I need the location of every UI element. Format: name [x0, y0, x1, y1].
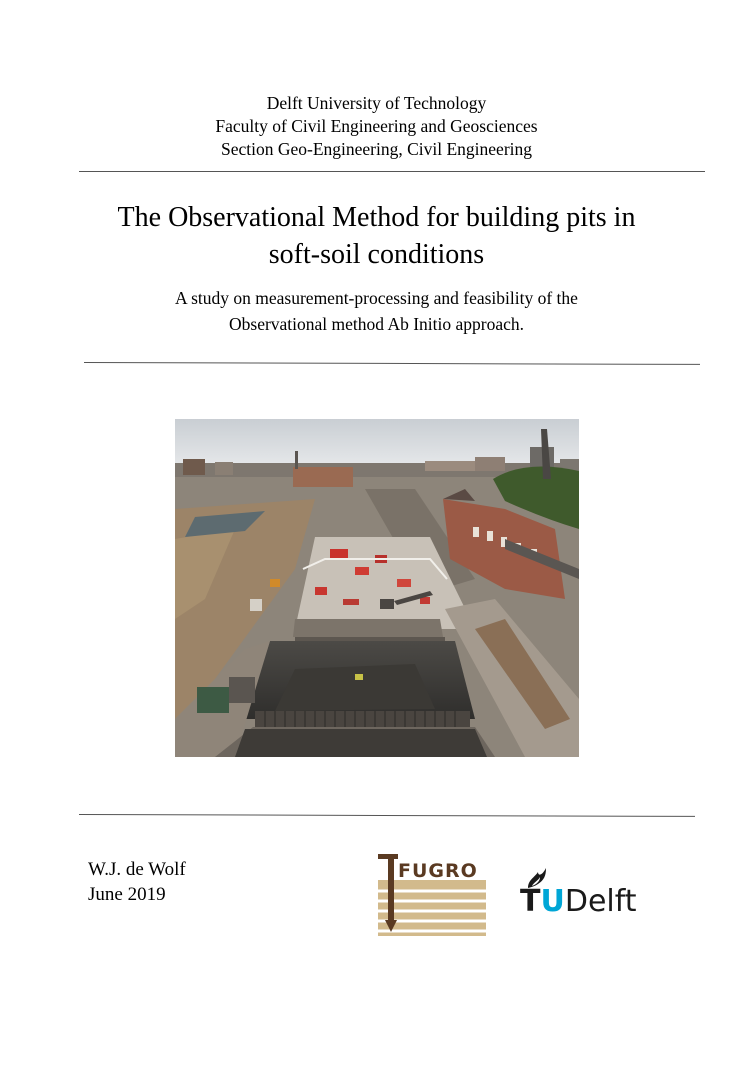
tudelft-delft: Delft — [564, 884, 637, 919]
divider-bottom — [79, 814, 695, 817]
subtitle-line-1: A study on measurement-processing and feasibility of the — [175, 288, 578, 308]
title-line-1: The Observational Method for building pits in — [117, 202, 636, 233]
author-block — [88, 857, 186, 907]
thesis-title — [0, 199, 753, 273]
title-line-2: soft-soil conditions — [268, 239, 485, 270]
cover-photo-construction-site — [175, 419, 579, 757]
tudelft-logo — [520, 866, 652, 924]
section-name: Section Geo-Engineering, Civil Engineering — [220, 139, 533, 159]
university-name: Delft University of Technology — [266, 93, 487, 113]
author-name: W.J. de Wolf — [88, 859, 186, 880]
fugro-logo — [378, 854, 486, 936]
fugro-wordmark: FUGRO — [398, 860, 478, 882]
faculty-name: Faculty of Civil Engineering and Geosciences — [215, 116, 538, 136]
institution-header — [0, 92, 753, 161]
divider-top — [79, 171, 705, 172]
divider-middle — [84, 362, 700, 365]
tudelft-tu: TU — [520, 884, 565, 919]
publication-date: June 2019 — [88, 884, 166, 905]
subtitle-line-2: Observational method Ab Initio approach. — [229, 314, 524, 334]
thesis-subtitle — [0, 285, 753, 337]
